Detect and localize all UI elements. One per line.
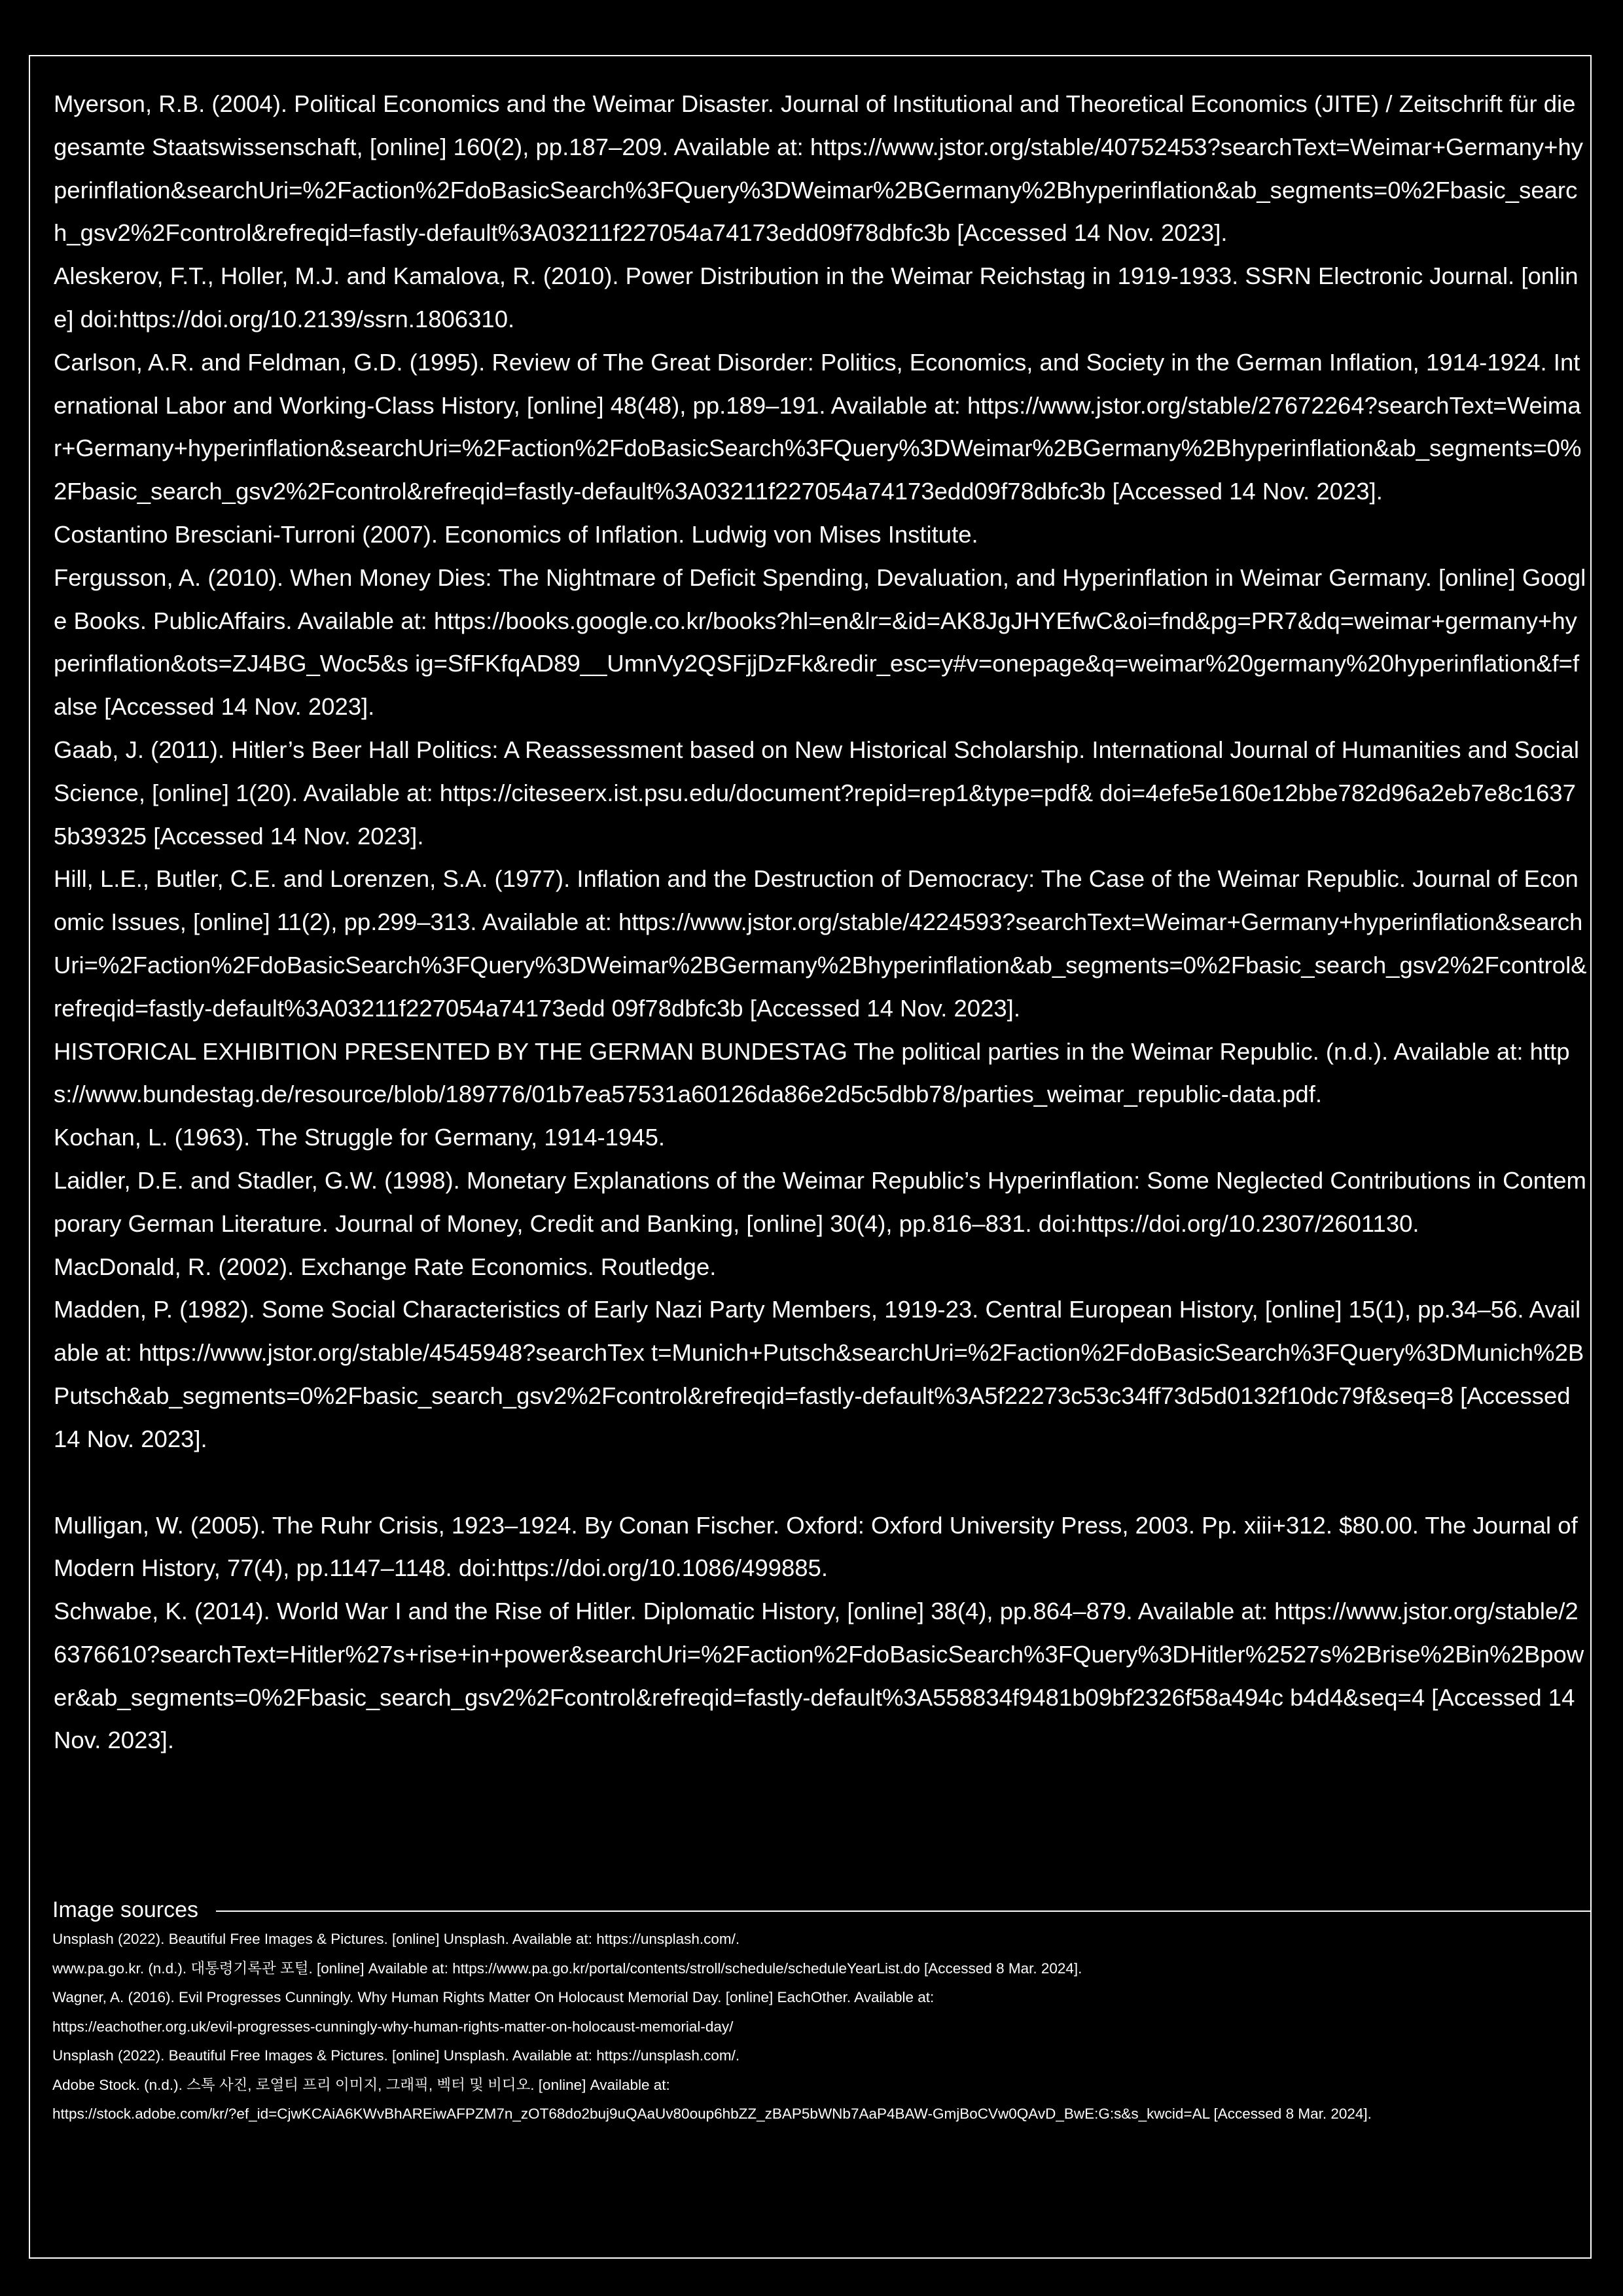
image-sources-section: [52, 1895, 1592, 2129]
reference-schwabe-2014: Schwabe, K. (2014). World War I and the Rise of Hitler. Diplomatic History, [online] 38(4), pp.864–879. Available at: https://www.jstor.org/stable/26376610?searchText=Hitler%27s+rise+in+power&searchUri=%2Faction%2FdoBasicSearch%3FQuery%3DHitler%2527s%2Brise%2Bin%2Bpower&ab_segments=0%2Fbasic_search_gsv2%2Fcontrol&refreqid=fastly-default%3A558834f9481b09bf2326f58a494c b4d4&seq=4 [Accessed 14 Nov. 2023].: [54, 1598, 1584, 1754]
reference-bundestag: HISTORICAL EXHIBITION PRESENTED BY THE GERMAN BUNDESTAG The political parties in the Weimar Republic. (n.d.). Available at: https://www.bundestag.de/resource/blob/189776/01b7ea57531a60126da86e2d5c5dbb78/parties_weimar_republic-data.pdf.: [54, 1037, 1570, 1108]
reference-mulligan-2005: Mulligan, W. (2005). The Ruhr Crisis, 1923–1924. By Conan Fischer. Oxford: Oxford University Press, 2003. Pp. xiii+312. $80.00. The Journal of Modern History, 77(4), pp.1147–1148. doi:https://doi.org/10.1086/499885.: [54, 1511, 1578, 1582]
reference-gaab-2011: Gaab, J. (2011). Hitler’s Beer Hall Politics: A Reassessment based on New Historical Scholarship. International Journal of Humanities and Social Science, [online] 1(20). Available at: https://citeseerx.ist.psu.edu/document?repid=rep1&type=pdf& doi=4efe5e160e12bbe782d96a2eb7e8c16375b39325 [Accessed 14 Nov. 2023].: [54, 736, 1580, 850]
reference-madden-1982: Madden, P. (1982). Some Social Characteristics of Early Nazi Party Members, 1919-23. Central European History, [online] 15(1), pp.34–56. Available at: https://www.jstor.org/stable/4545948?searchTex t=Munich+Putsch&searchUri=%2Faction%2FdoBasicSearch%3FQuery%3DMunich%2BPutsch&ab_segments=0%2Fbasic_search_gsv2%2Fcontrol&refreqid=fastly-default%3A5f22273c53c34ff73d5d0132f10dc79f&seq=8 [Accessed 14 Nov. 2023].: [54, 1296, 1584, 1452]
image-source-item: Adobe Stock. (n.d.). 스톡 사진, 로열티 프리 이미지, 그래픽, 벡터 및 비디오. [online] Available at:: [52, 2076, 670, 2093]
reference-hill-1977: Hill, L.E., Butler, C.E. and Lorenzen, S.A. (1977). Inflation and the Destruction of Democracy: The Case of the Weimar Republic. Journal of Economic Issues, [online] 11(2), pp.299–313. Available at: https://www.jstor.org/stable/4224593?searchText=Weimar+Germany+hyperinflation&searchUri=%2Faction%2FdoBasicSearch%3FQuery%3DWeimar%2BGermany%2Bhyperinflation&ab_segments=0%2Fbasic_search_gsv2%2Fcontrol&refreqid=fastly-default%3A03211f227054a74173edd 09f78dbfc3b [Accessed 14 Nov. 2023].: [54, 865, 1587, 1022]
reference-bresciani-turroni-2007: Costantino Bresciani-Turroni (2007). Economics of Inflation. Ludwig von Mises Institute.: [54, 520, 978, 548]
image-sources-heading-row: [52, 1895, 1592, 1925]
reference-macdonald-2002: MacDonald, R. (2002). Exchange Rate Economics. Routledge.: [54, 1253, 717, 1280]
image-sources-heading: Image sources: [52, 1895, 204, 1925]
image-source-item: Unsplash (2022). Beautiful Free Images & Pictures. [online] Unsplash. Available at: https://unsplash.com/.: [52, 1931, 740, 1947]
image-source-item: https://eachother.org.uk/evil-progresses-cunningly-why-human-rights-matter-on-holocaust-memorial-day/: [52, 2018, 734, 2035]
reference-fergusson-2010: Fergusson, A. (2010). When Money Dies: The Nightmare of Deficit Spending, Devaluation, and Hyperinflation in Weimar Germany. [online] Google Books. PublicAffairs. Available at: https://books.google.co.kr/books?hl=en&lr=&id=AK8JgJHYEfwC&oi=fnd&pg=PR7&dq=weimar+germany+hyperinflation&ots=ZJ4BG_Woc5&s ig=SfFKfqAD89__UmnVy2QSFjjDzFk&redir_esc=y#v=onepage&q=weimar%20germany%20hyperinflation&f=false [Accessed 14 Nov. 2023].: [54, 564, 1586, 721]
reference-laidler-1998: Laidler, D.E. and Stadler, G.W. (1998). Monetary Explanations of the Weimar Republic’s Hyperinflation: Some Neglected Contributions in Contemporary German Literature. Journal of Money, Credit and Banking, [online] 30(4), pp.816–831. doi:https://doi.org/10.2307/2601130.: [54, 1166, 1586, 1237]
image-source-item: https://stock.adobe.com/kr/?ef_id=CjwKCAiA6KWvBhAREiwAFPZM7n_zOT68do2buj9uQAaUv80oup6hbZZ_zBAP5bWNb7AaP4BAW-GmjBoCVw0QAvD_BwE:G:s&s_kwcid=AL [Accessed 8 Mar. 2024].: [52, 2106, 1372, 2122]
reference-aleskerov-2010: Aleskerov, F.T., Holler, M.J. and Kamalova, R. (2010). Power Distribution in the Weimar Reichstag in 1919-1933. SSRN Electronic Journal. [online] doi:https://doi.org/10.2139/ssrn.1806310.: [54, 262, 1578, 332]
image-sources-list: [52, 1925, 1577, 2129]
image-sources-divider: [216, 1910, 1592, 1912]
image-source-item: www.pa.go.kr. (n.d.). 대통령기록관 포털. [online] Available at: https://www.pa.go.kr/portal/contents/stroll/schedule/scheduleYearList.do [Accessed 8 Mar. 2024].: [52, 1960, 1082, 1977]
reference-kochan-1963: Kochan, L. (1963). The Struggle for Germany, 1914-1945.: [54, 1124, 666, 1151]
reference-carlson-1995: Carlson, A.R. and Feldman, G.D. (1995). Review of The Great Disorder: Politics, Economics, and Society in the German Inflation, 1914-1924. International Labor and Working-Class History, [online] 48(48), pp.189–191. Available at: https://www.jstor.org/stable/27672264?searchText=Weimar+Germany+hyperinflation&searchUri=%2Faction%2FdoBasicSearch%3FQuery%3DWeimar%2BGermany%2Bhyperinflation&ab_segments=0%2Fbasic_search_gsv2%2Fcontrol&refreqid=fastly-default%3A03211f227054a74173edd09f78dbfc3b [Accessed 14 Nov. 2023].: [54, 348, 1582, 505]
image-source-item: Unsplash (2022). Beautiful Free Images & Pictures. [online] Unsplash. Available at: https://unsplash.com/.: [52, 2047, 740, 2064]
reference-list: [54, 82, 1588, 1762]
reference-myerson-2004: Myerson, R.B. (2004). Political Economics and the Weimar Disaster. Journal of Institutional and Theoretical Economics (JITE) / Zeitschrift für die gesamte Staatswissenschaft, [online] 160(2), pp.187–209. Available at: https://www.jstor.org/stable/40752453?searchText=Weimar+Germany+hyperinflation&searchUri=%2Faction%2FdoBasicSearch%3FQuery%3DWeimar%2BGermany%2Bhyperinflation&ab_segments=0%2Fbasic_search_gsv2%2Fcontrol&refreqid=fastly-default%3A03211f227054a74173edd09f78dbfc3b [Accessed 14 Nov. 2023].: [54, 90, 1584, 247]
image-source-item: Wagner, A. (2016). Evil Progresses Cunningly. Why Human Rights Matter On Holocaust Memorial Day. [online] EachOther. Available at:: [52, 1989, 935, 2005]
